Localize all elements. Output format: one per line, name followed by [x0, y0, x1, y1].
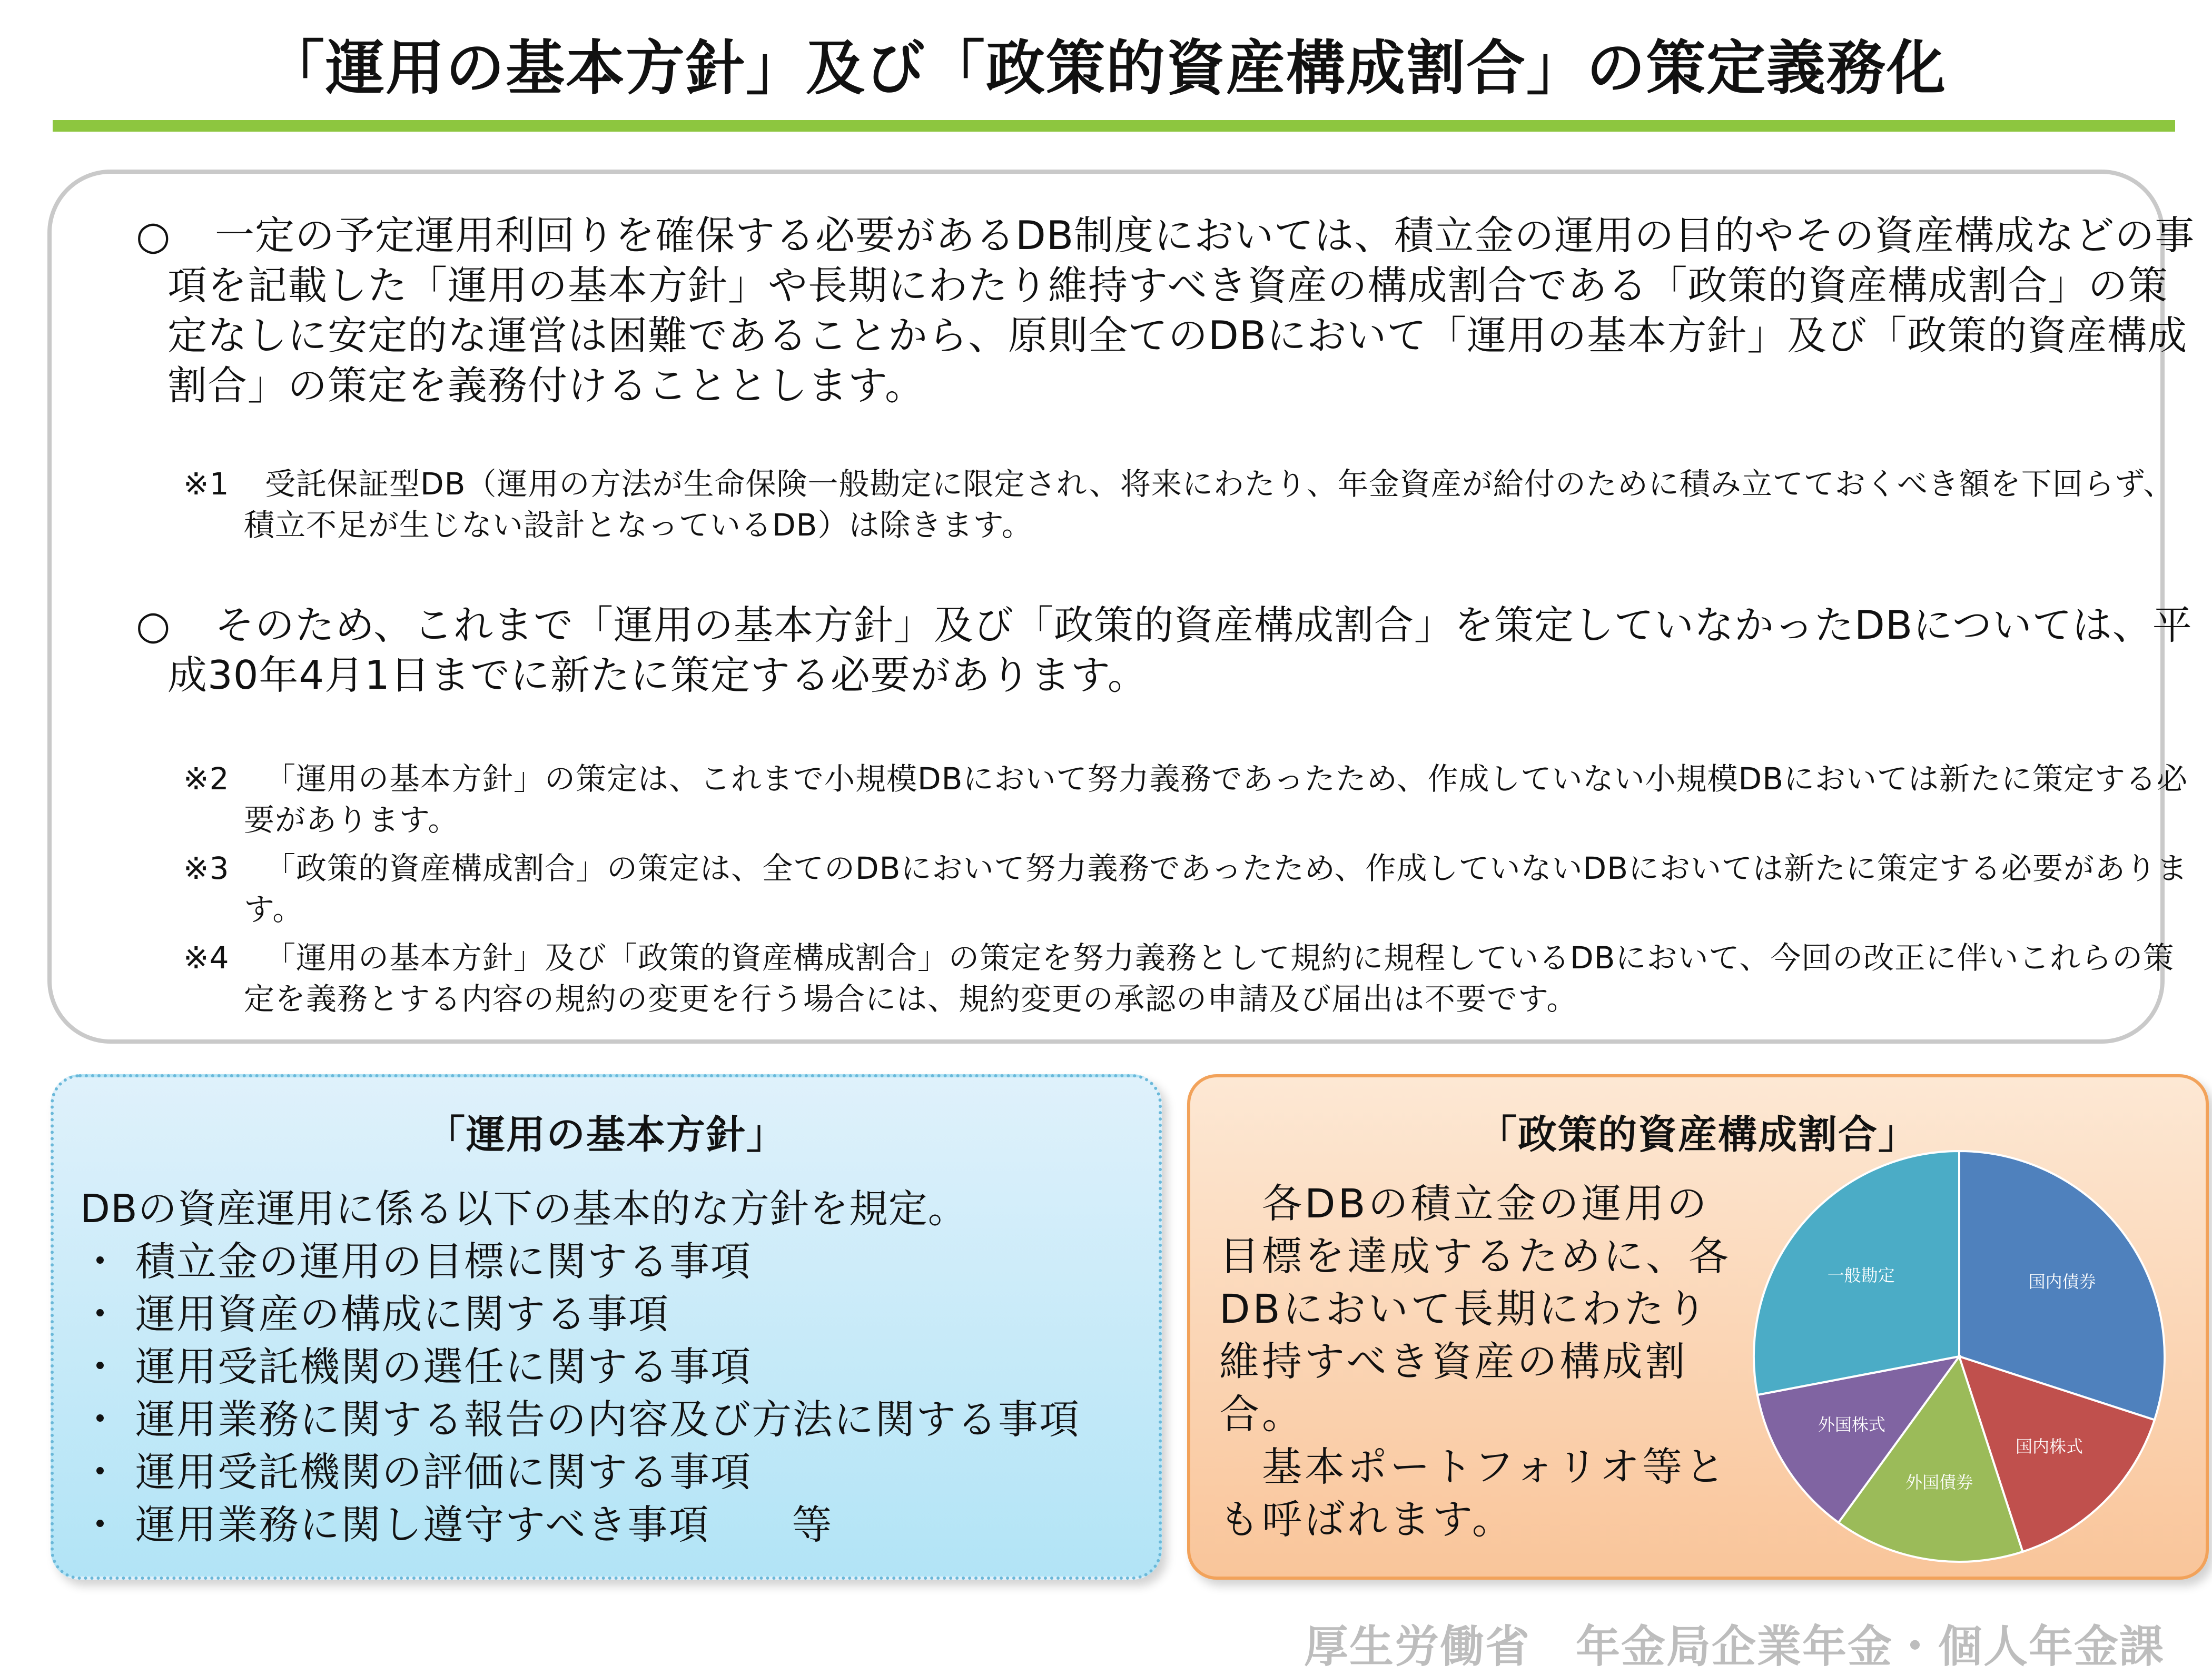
pie-label-0: 国内債券: [2028, 1271, 2096, 1292]
list-item: [80, 1446, 1080, 1499]
paragraph-1-text: 一定の予定運用利回りを確保する必要があるDB制度においては、積立金の運用の目的やその資産構成などの事項を記載した「運用の基本方針」や長期にわたり維持すべき資産の構成割合である「政策的資産構成割合」の策定なしに安定的な運営は困難であることから、原則全てのDBにおいて「運用の基本方針」及び「政策的資産構成割合」の策定を義務付けることとします。: [167, 212, 2195, 409]
paragraph-2: [136, 600, 2206, 700]
list-item: [80, 1341, 1080, 1393]
bullet-dot-icon: ・: [80, 1501, 121, 1548]
asset-allocation-box: [1187, 1074, 2209, 1580]
note-1-mark: ※1: [183, 466, 230, 502]
list-item-text: 積立金の運用の目標に関する事項: [135, 1238, 752, 1285]
paragraph-1: [136, 211, 2206, 411]
note-4: [183, 937, 2200, 1019]
circle-bullet-icon: ○: [136, 602, 171, 648]
note-1-text: 受託保証型DB（運用の方法が生命保険一般勘定に限定され、将来にわたり、年金資産が給付のために積み立てておくべき額を下回らず、積立不足が生じない設計となっているDB）は除きます。: [244, 466, 2175, 543]
paragraph-2-text: そのため、これまで「運用の基本方針」及び「政策的資産構成割合」を策定していなかったDBについては、平成30年4月1日までに新たに策定する必要があります。: [167, 602, 2193, 698]
list-item: [80, 1235, 1080, 1288]
bullet-dot-icon: ・: [80, 1238, 121, 1285]
pie-label-2: 外国債券: [1905, 1472, 1973, 1492]
note-3: [183, 848, 2200, 930]
pie-label-1: 国内株式: [2015, 1436, 2083, 1456]
list-item: [80, 1499, 1080, 1551]
list-item-text: 運用受託機関の評価に関する事項: [135, 1449, 752, 1495]
asset-allocation-description: 各DBの積立金の運用の目標を達成するために、各DBにおいて長期にわたり維持すべき資産の構成割合。 基本ポートフォリオ等とも呼ばれます。: [1219, 1180, 1731, 1543]
list-item-text: 運用業務に関する報告の内容及び方法に関する事項: [135, 1396, 1080, 1443]
note-2: [183, 758, 2200, 840]
list-item: [80, 1288, 1080, 1341]
list-item: [80, 1393, 1080, 1446]
list-item-text: 運用資産の構成に関する事項: [135, 1291, 669, 1337]
note-2-mark: ※2: [183, 761, 230, 797]
basic-policy-list: [80, 1235, 1080, 1551]
basic-policy-lead: DBの資産運用に係る以下の基本的な方針を規定。: [80, 1186, 967, 1232]
basic-policy-heading: 「運用の基本方針」: [426, 1112, 786, 1157]
note-1: [183, 463, 2200, 546]
allocation-pie-chart: [1749, 1141, 2191, 1572]
note-4-text: 「運用の基本方針」及び「政策的資産構成割合」の策定を努力義務として規約に規程しているDBにおいて、今回の改正に伴いこれらの策定を義務とする内容の規約の変更を行う場合には、規約変更の承認の申請及び届出は不要です。: [244, 940, 2175, 1017]
bullet-dot-icon: ・: [80, 1343, 121, 1390]
title-divider: [53, 120, 2175, 132]
circle-bullet-icon: ○: [136, 212, 171, 259]
list-item-text: 運用業務に関し遵守すべき事項 等: [135, 1501, 833, 1548]
basic-policy-box: [51, 1074, 1162, 1580]
bullet-dot-icon: ・: [80, 1291, 121, 1337]
asset-allocation-heading: 「政策的資産構成割合」: [1478, 1112, 1918, 1157]
note-3-text: 「政策的資産構成割合」の策定は、全てのDBにおいて努力義務であったため、作成していないDBにおいては新たに策定する必要があります。: [244, 850, 2188, 927]
main-content-box: [47, 170, 2195, 1044]
footer-ministry: 厚生労働省 年金局企業年金・個人年金課: [1303, 1621, 2165, 1672]
bullet-dot-icon: ・: [80, 1396, 121, 1443]
bullet-dot-icon: ・: [80, 1449, 121, 1495]
slide-title: 「運用の基本方針」及び「政策的資産構成割合」の策定義務化: [265, 34, 1947, 103]
note-2-text: 「運用の基本方針」の策定は、これまで小規模DBにおいて努力義務であったため、作成していない小規模DBにおいては新たに策定する必要があります。: [244, 761, 2188, 838]
pie-label-3: 外国株式: [1818, 1414, 1885, 1435]
note-4-mark: ※4: [183, 940, 230, 976]
list-item-text: 運用受託機関の選任に関する事項: [135, 1343, 752, 1390]
pie-label-4: 一般勘定: [1827, 1265, 1895, 1285]
note-3-mark: ※3: [183, 850, 230, 886]
